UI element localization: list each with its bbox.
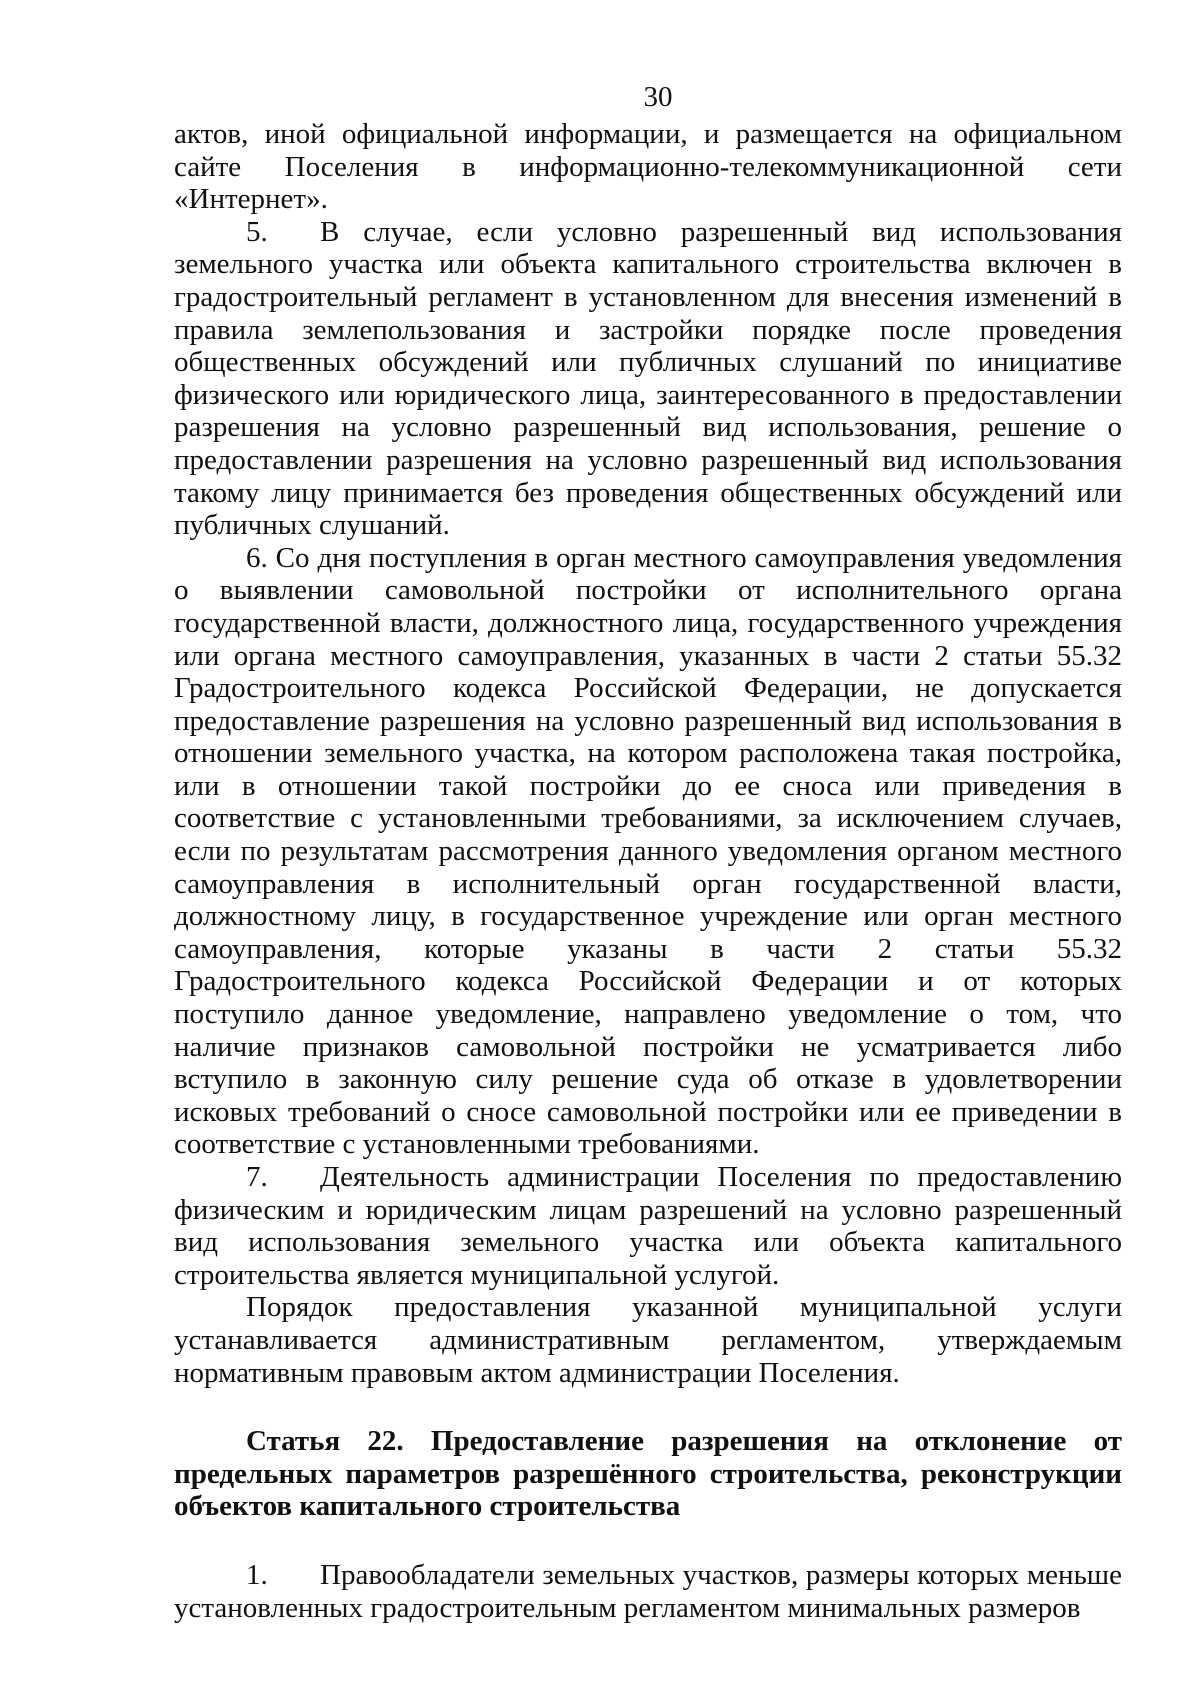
- page-number: 30: [643, 81, 673, 113]
- paragraph-5-text: В случае, если условно разрешенный вид использования земельного участка или объекта капитального строительства включен в градостроительный регламент в установленном для внесения изменений в правила землепользования и застройки порядке после проведения общественных обсуждений или публичных слушаний по инициативе физического или юридического лица, заинтересованного в предоставлении разрешения на условно разрешенный вид использования, решение о предоставлении разрешения на условно разрешенный вид использования такому лицу принимается без проведения общественных обсуждений или публичных слушаний.: [174, 215, 1122, 542]
- paragraph-order: Порядок предоставления указанной муниципальной услуги устанавливается административным регламентом, утверждаемым нормативным правовым актом администрации Поселения.: [174, 1291, 1122, 1389]
- article-paragraph-1-number: 1.: [246, 1558, 268, 1591]
- paragraph-7: [174, 1161, 1122, 1291]
- paragraph-7-text: Деятельность администрации Поселения по предоставлению физическим и юридическим лицам разрешений на условно разрешенный вид использования земельного участка или объекта капитального строительства является муниципальной услугой.: [174, 1161, 1122, 1291]
- document-page: [174, 80, 1122, 1624]
- paragraph-7-number: 7.: [246, 1161, 268, 1193]
- paragraph-5-number: 5.: [246, 215, 268, 248]
- paragraph-5: [174, 216, 1122, 542]
- article-heading: Статья 22. Предоставление разрешения на отклонение от предельных параметров разрешённого строительства, реконструкции объектов капитального строительства: [174, 1425, 1122, 1523]
- paragraph-continuation: актов, иной официальной информации, и размещается на официальном сайте Поселения в информационно-телекоммуникационной сети «Интернет».: [174, 118, 1122, 216]
- paragraph-6: 6. Со дня поступления в орган местного самоуправления уведомления о выявлении самовольной постройки от исполнительного органа государственной власти, должностного лица, государственного учреждения или органа местного самоуправления, указанных в части 2 статьи 55.32 Градостроительного кодекса Российской Федерации, не допускается предоставление разрешения на условно разрешенный вид использования в отношении земельного участка, на котором расположена такая постройка, или в отношении такой постройки до ее сноса или приведения в соответствие с установленными требованиями, за исключением случаев, если по результатам рассмотрения данного уведомления органом местного самоуправления в исполнительный орган государственной власти, должностному лицу, в государственное учреждение или орган местного самоуправления, которые указаны в части 2 статьи 55.32 Градостроительного кодекса Российской Федерации и от которых поступило данное уведомление, направлено уведомление о том, что наличие признаков самовольной постройки не усматривается либо вступило в законную силу решение суда об отказе в удовлетворении исковых требований о сносе самовольной постройки или ее приведении в соответствие с установленными требованиями.: [174, 541, 1122, 1161]
- article-paragraph-1-text: Правообладатели земельных участков, размеры которых меньше установленных градостроительным регламентом минимальных размеров: [174, 1558, 1122, 1624]
- article-paragraph-1: [174, 1559, 1122, 1624]
